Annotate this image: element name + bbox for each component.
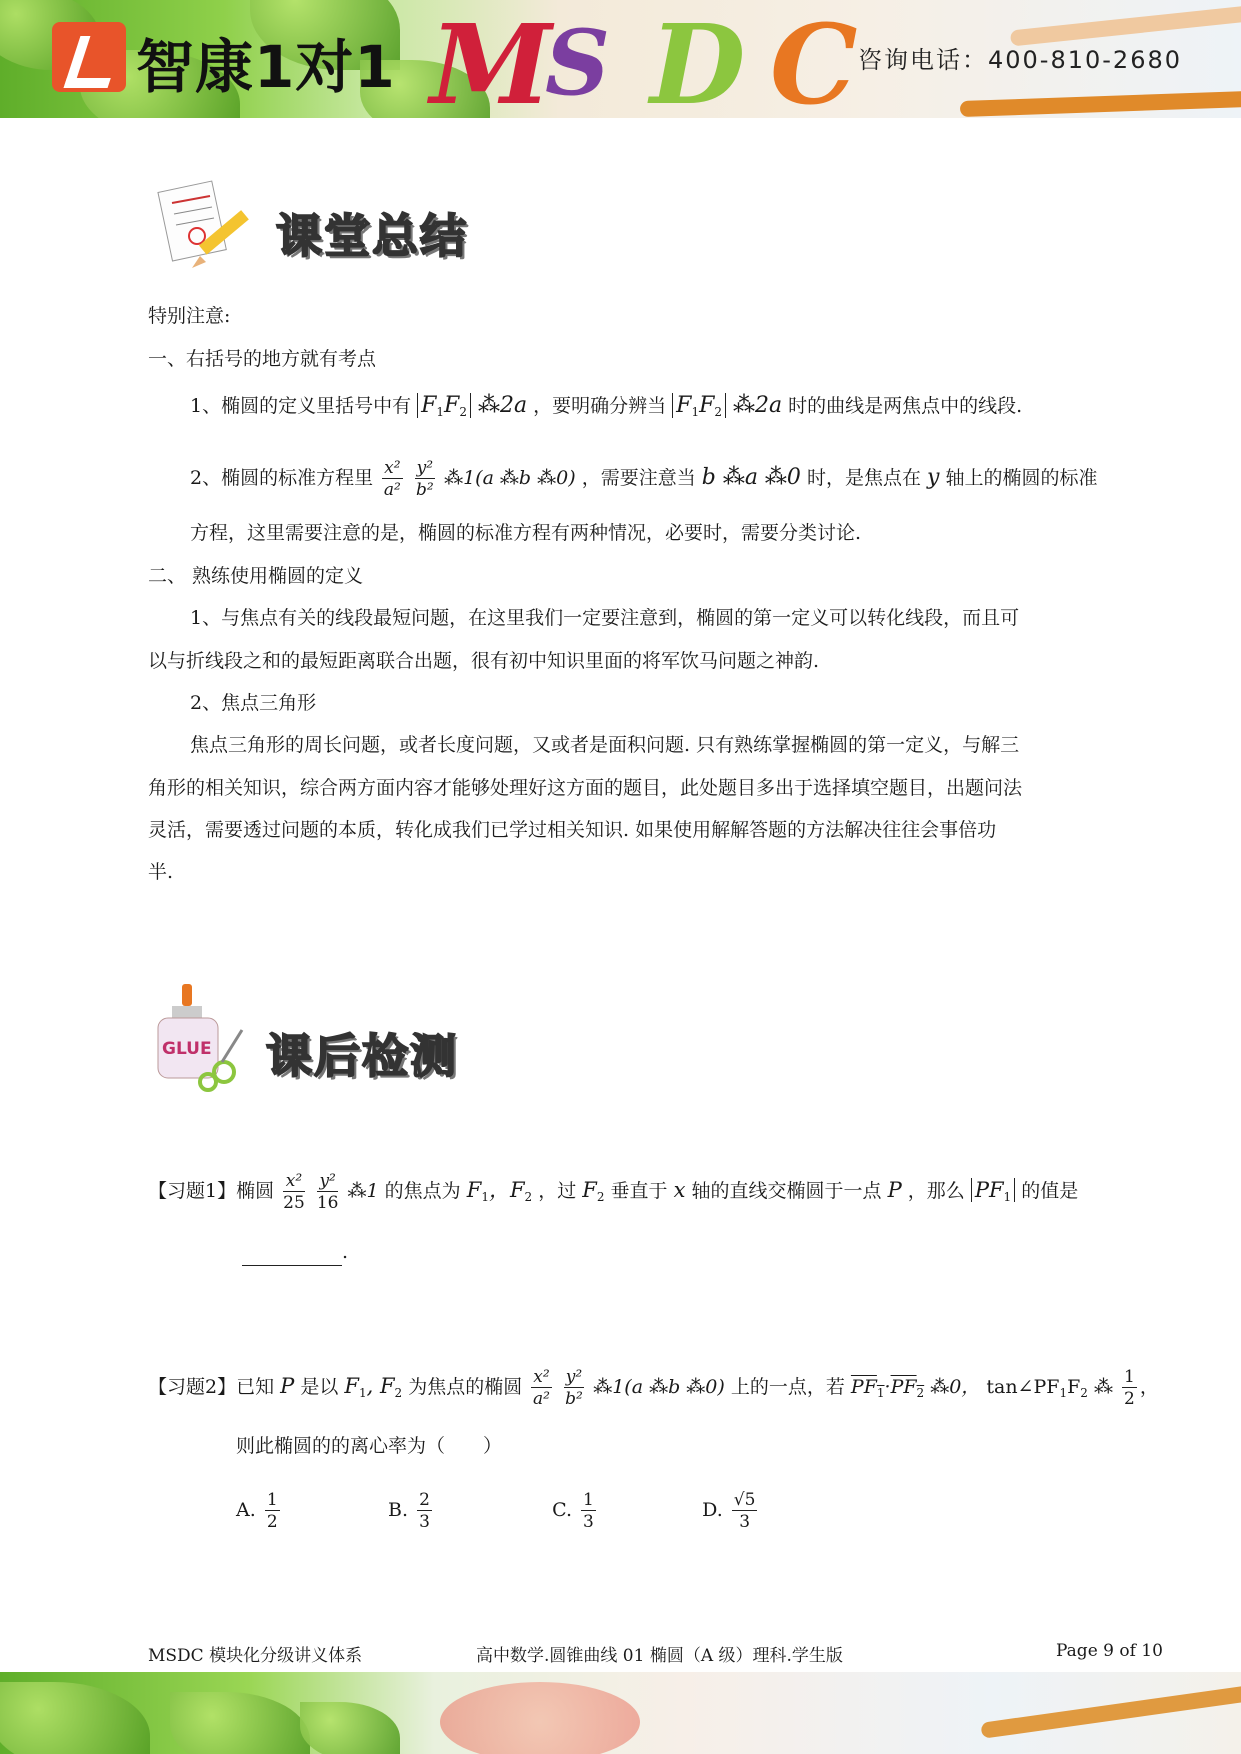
formula: $PF_1\cdot PF_2$ ⁂0， [850,1376,981,1400]
formula: b ⁂a ⁂0 [701,465,801,490]
option-b[interactable]: B. $\frac{2}{3}$ [388,1489,430,1532]
answer-line [242,1243,342,1266]
header-banner [0,0,1241,118]
fraction: $\frac{\text{y²}}{16}$ [316,1170,339,1213]
formula: $\tan\angle PF_1F_2$ ⁂ [986,1376,1113,1400]
footer-banner [0,1672,1241,1754]
butterfly-decoration [440,1682,640,1754]
note-label: 特别注意: [148,305,231,327]
leaf-decoration [300,1702,400,1754]
pencil-decoration [960,91,1241,117]
fraction: $\frac{\text{x²}}{25}$ [283,1170,305,1213]
fraction: $\frac{1}{2}$ [1124,1366,1135,1409]
fraction: $\frac{\text{y²}}{\text{b²}}$ [565,1366,583,1409]
formula: $F_2$ [582,1178,605,1204]
paragraph-5-cont: 角形的相关知识，综合两方面内容才能够处理好这方面的题目，此处题目多出于选择填空题目，出题问法 [148,777,1023,799]
leaf-decoration [0,1682,150,1754]
formula: y [927,465,940,490]
fraction: $\frac{2}{3}$ [419,1489,430,1532]
leaf-decoration [170,1692,310,1754]
option-c[interactable]: C. $\frac{1}{3}$ [552,1489,594,1532]
fraction: $\frac{1}{3}$ [583,1489,594,1532]
option-a[interactable]: A. $\frac{1}{2}$ [236,1489,278,1532]
paragraph-1: 1、椭圆的定义里括号中有 $F_1F_2$ ⁂2a ，要明确分辨当 $F_1F_2$ ⁂2a 时的曲线是两焦点中的线段. [190,393,1023,419]
fraction: $\frac{√5}{3}$ [733,1489,756,1532]
paragraph-5-cont: 半. [148,861,174,883]
paragraph-3: 1、与焦点有关的线段最短问题，在这里我们一定要注意到，椭圆的第一定义可以转化线段，而且可 [190,607,1020,629]
section-title: 课后检测 [266,1029,458,1083]
formula: $F_1$，$F_2$ [466,1178,533,1204]
section-heading-homework [266,1020,458,1086]
footer-course: 高中数学.圆锥曲线 01 椭圆（A 级）理科.学生版 [476,1646,843,1666]
glue-scissors-icon [152,982,252,1092]
fraction: $\frac{\text{x²}}{\text{a²}}$ [533,1366,550,1409]
brand-letter-m: M [430,0,552,118]
fraction: $\frac{\text{x²}}{\text{a²}}$ [383,457,401,500]
paragraph-5-cont: 灵活，需要透过问题的本质，转化成我们已学过相关知识. 如果使用解解答题的方法解决往往会事倍功 [148,819,997,841]
formula: $F_1F_2$ ⁂2a [417,393,527,418]
formula: ⁂1(a ⁂b ⁂0) [444,467,576,489]
notebook-pencil-icon [152,178,262,278]
formula: P [887,1178,902,1202]
section-heading-summary [276,200,468,266]
formula: ⁂1 [347,1180,379,1202]
footer-page-number: Page 9 of 10 [1056,1641,1163,1661]
brand-letter-c: C [770,0,858,118]
answer-blank: . [236,1238,348,1266]
section-title: 课堂总结 [276,209,468,263]
question-2: 【习题2】已知 P 是以 $F_1$, $F_2$ 为焦点的椭圆 $\frac{\text{x²}}{\text{a²}}$ $\frac{\text{y²}}{\text{b²}}$ ⁂1(a ⁂b ⁂0) 上的一点，若 $PF_1\cdot PF_2$ ⁂0， $\tan\angle PF_1F_2$ ⁂ $\frac{1}{2}$ ， [148,1366,1159,1409]
paragraph-2-cont: 方程，这里需要注意的是，椭圆的标准方程有两种情况，必要时，需要分类讨论. [190,522,862,544]
fraction: $\frac{\text{y²}}{\text{b²}}$ [415,457,434,500]
option-d[interactable]: D. $\frac{√5}{3}$ [702,1489,756,1532]
fraction: $\frac{1}{2}$ [266,1489,278,1532]
paragraph-4: 2、焦点三角形 [190,692,317,714]
paragraph-2: 2、椭圆的标准方程里 $\frac{\text{x²}}{\text{a²}}$ $\frac{\text{y²}}{\text{b²}}$ ⁂1(a ⁂b ⁂0) ，需要注意当 b ⁂a ⁂0 时，是焦点在 y 轴上的椭圆的标准 [190,457,1098,500]
formula: ⁂1(a ⁂b ⁂0) [593,1376,725,1398]
brand-letter-d: D [650,0,746,118]
formula: P [280,1374,295,1398]
pencil-decoration [980,1681,1241,1739]
brand-logo-icon [52,22,126,92]
formula: $F_1F_2$ ⁂2a [672,393,782,418]
paragraph-5: 焦点三角形的周长问题，或者长度问题，又或者是面积问题. 只有熟练掌握椭圆的第一定义，与解三 [190,734,1020,756]
formula: $F_1$, $F_2$ [344,1374,403,1400]
formula: $PF_1$ [971,1178,1015,1202]
formula: x [673,1178,686,1202]
contact-phone: 咨询电话：400-810-2680 [858,46,1183,74]
footer-series: MSDC 模块化分级讲义体系 [148,1646,363,1666]
choice-options [236,1482,822,1538]
question-1: 【习题1】椭圆 $\frac{\text{x²}}{25}$ $\frac{\text{y²}}{16}$ ⁂1 的焦点为 $F_1$，$F_2$ ，过 $F_2$ 垂直于 x 轴的直线交椭圆于一点 P ，那么 $PF_1$ 的值是 [148,1170,1079,1213]
paragraph-3-cont: 以与折线段之和的最短距离联合出题，很有初中知识里面的将军饮马问题之神韵. [148,650,820,672]
svg-text:GLUE: GLUE [162,1039,212,1059]
heading-one: 一、右括号的地方就有考点 [148,348,377,370]
question-2-stem: 则此椭圆的的离心率为（ ） [236,1435,503,1457]
brand-name: 智康1对1 [136,33,396,101]
brand-letter-s: S [545,10,610,116]
heading-two: 二、 熟练使用椭圆的定义 [148,565,364,587]
